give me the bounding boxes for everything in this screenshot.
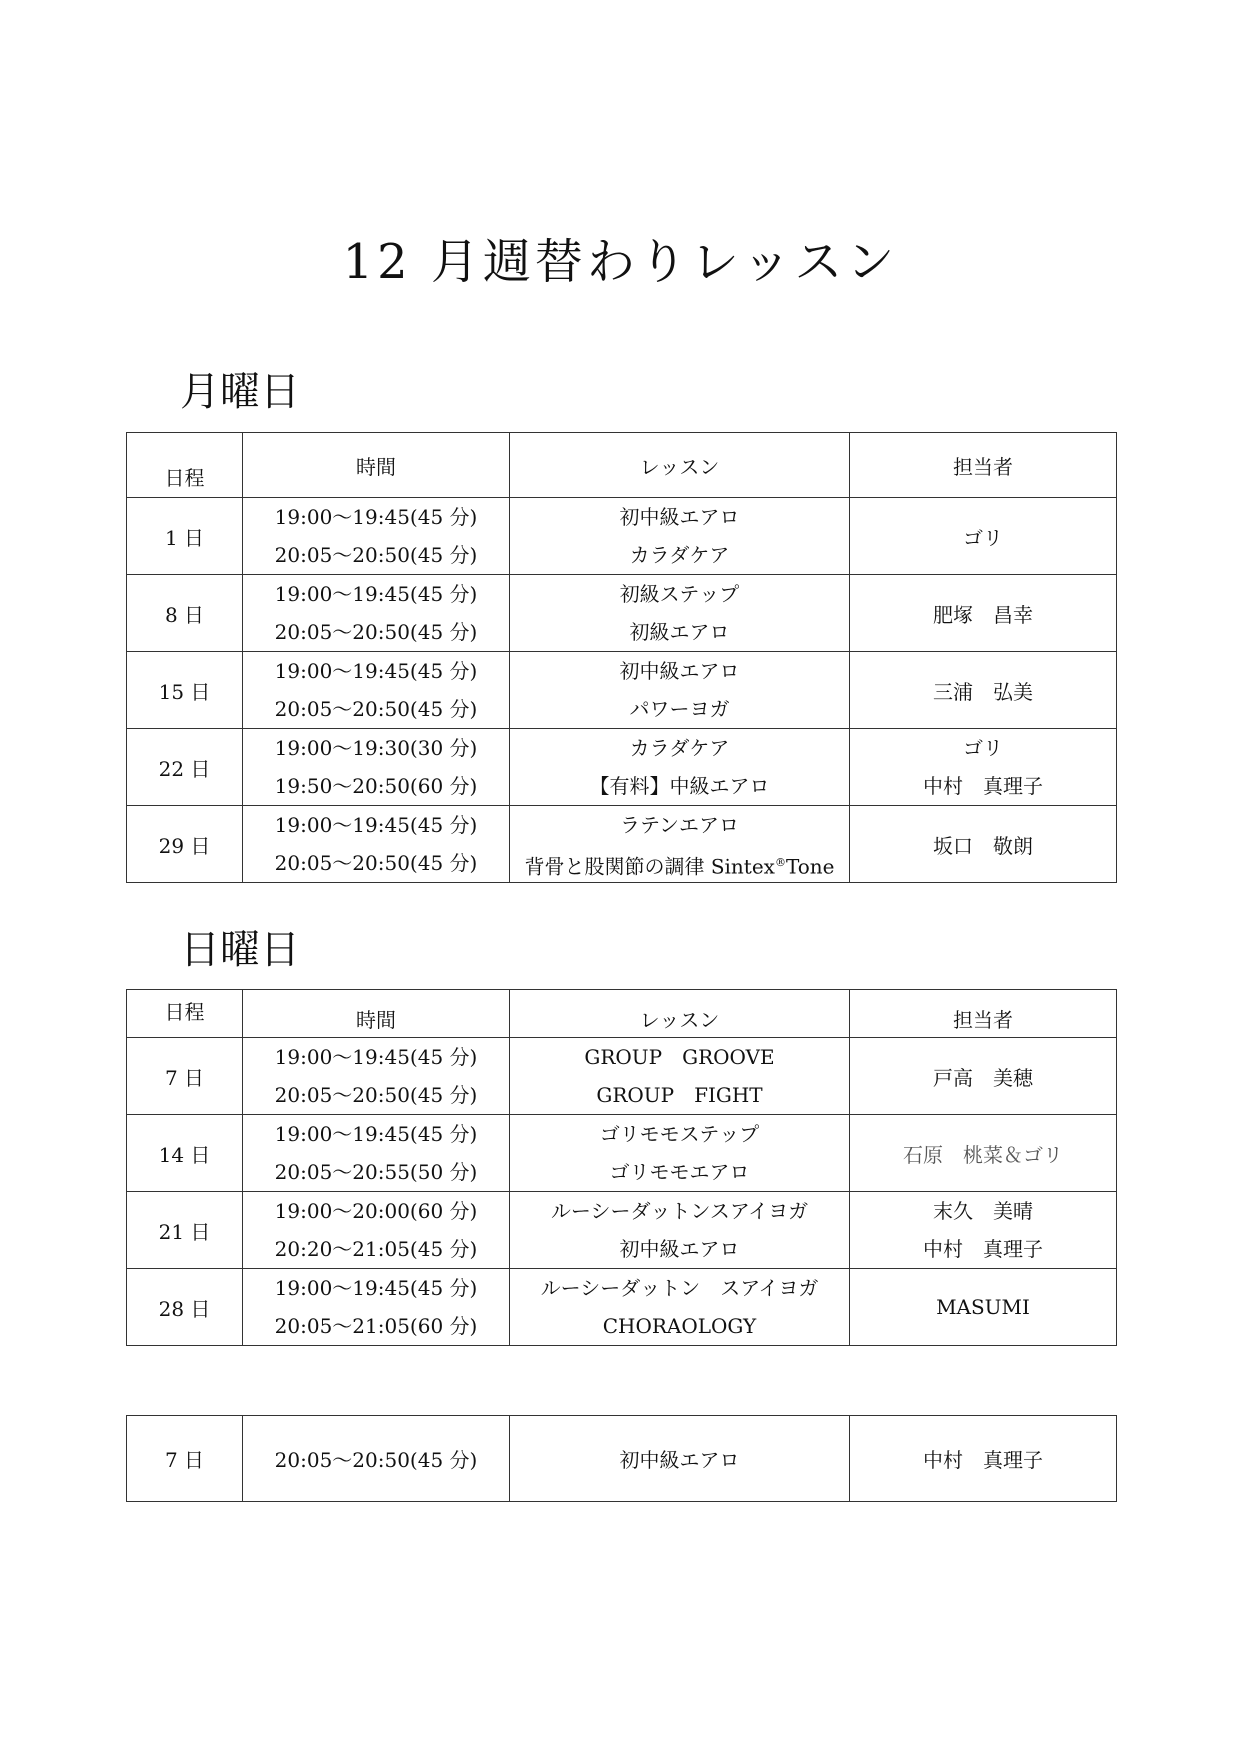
staff-name: 中村 真理子 xyxy=(923,774,1043,798)
table-row xyxy=(127,806,1117,883)
row-times xyxy=(243,1115,510,1192)
header-time: 時間 xyxy=(243,990,510,1038)
table-header-row xyxy=(127,433,1117,498)
row-times xyxy=(243,729,510,806)
section-title-sunday: 日曜日 xyxy=(180,927,300,973)
time-slot: 19:00～19:45(45 分) xyxy=(274,1122,478,1146)
row-date: 7 日 xyxy=(127,1416,243,1502)
time-slot: 19:50～20:50(60 分) xyxy=(274,774,478,798)
table-header-row xyxy=(127,990,1117,1038)
row-lessons xyxy=(510,498,850,575)
sunday-schedule-table xyxy=(126,989,1117,1346)
time-slot: 20:05～20:50(45 分) xyxy=(274,697,478,721)
header-staff: 担当者 xyxy=(850,990,1117,1038)
row-lessons xyxy=(510,806,850,883)
row-staff: 三浦 弘美 xyxy=(850,652,1117,729)
row-times xyxy=(243,652,510,729)
row-lessons xyxy=(510,729,850,806)
row-date: 8 日 xyxy=(127,575,243,652)
table-row xyxy=(127,1115,1117,1192)
row-date: 21 日 xyxy=(127,1192,243,1269)
row-staff: 戸高 美穂 xyxy=(850,1038,1117,1115)
lesson-name: 【有料】中級エアロ xyxy=(589,774,770,798)
row-date: 22 日 xyxy=(127,729,243,806)
row-times xyxy=(243,498,510,575)
staff-name: 中村 真理子 xyxy=(923,1237,1043,1261)
lesson-name: 初中級エアロ xyxy=(619,1237,740,1261)
monday-schedule-table xyxy=(126,432,1117,883)
time-slot: 20:20～21:05(45 分) xyxy=(274,1237,478,1261)
time-slot: 19:00～19:45(45 分) xyxy=(274,1045,478,1069)
header-staff: 担当者 xyxy=(850,433,1117,498)
row-lessons xyxy=(510,1269,850,1346)
row-staff: 石原 桃菜＆ゴリ xyxy=(850,1115,1117,1192)
lesson-name: CHORAOLOGY xyxy=(602,1314,757,1338)
section-title-monday: 月曜日 xyxy=(180,369,300,415)
lesson-name: GROUP GROOVE xyxy=(584,1045,775,1069)
registered-mark: ® xyxy=(774,856,786,869)
header-date: 日程 xyxy=(127,990,243,1038)
row-times xyxy=(243,575,510,652)
time-slot: 20:05～21:05(60 分) xyxy=(274,1314,478,1338)
row-date: 15 日 xyxy=(127,652,243,729)
lesson-name: ルーシーダットン スアイヨガ xyxy=(540,1276,819,1300)
time-slot: 20:05～20:55(50 分) xyxy=(274,1160,478,1184)
row-lessons xyxy=(510,652,850,729)
time-slot: 19:00～20:00(60 分) xyxy=(274,1199,478,1223)
time-slot: 19:00～19:45(45 分) xyxy=(274,813,478,837)
row-date: 14 日 xyxy=(127,1115,243,1192)
time-slot: 20:05～20:50(45 分) xyxy=(274,620,478,644)
lesson-name: ゴリモモステップ xyxy=(599,1122,760,1146)
time-slot: 19:00～19:45(45 分) xyxy=(274,582,478,606)
lesson-name: ゴリモモエアロ xyxy=(609,1160,750,1184)
lesson-name-suffix: Tone xyxy=(785,854,835,879)
staff-name: ゴリ xyxy=(963,736,1003,760)
lesson-name: ルーシーダットンスアイヨガ xyxy=(550,1199,809,1223)
row-times xyxy=(243,1038,510,1115)
time-slot: 19:00～19:45(45 分) xyxy=(274,659,478,683)
lesson-name: 初級エアロ xyxy=(629,620,730,644)
row-staff: 中村 真理子 xyxy=(850,1416,1117,1502)
row-staff xyxy=(850,1192,1117,1269)
lesson-name-with-mark xyxy=(510,844,849,882)
table-row xyxy=(127,729,1117,806)
table-row xyxy=(127,1269,1117,1346)
lesson-name: カラダケア xyxy=(629,543,730,567)
extra-schedule-table xyxy=(126,1415,1117,1502)
row-times xyxy=(243,1269,510,1346)
row-staff: 坂口 敬朗 xyxy=(850,806,1117,883)
header-lesson: レッスン xyxy=(510,990,850,1038)
staff-name: 末久 美晴 xyxy=(933,1199,1033,1223)
lesson-name: 背骨と股関節の調律 Sintex xyxy=(524,854,775,879)
row-lessons xyxy=(510,1038,850,1115)
header-date: 日程 xyxy=(127,433,243,498)
time-slot: 19:00～19:45(45 分) xyxy=(274,505,478,529)
lesson-name: 初中級エアロ xyxy=(619,505,740,529)
row-lessons xyxy=(510,1192,850,1269)
row-staff xyxy=(850,729,1117,806)
lesson-name: GROUP FIGHT xyxy=(596,1083,763,1107)
row-times xyxy=(243,1192,510,1269)
page-title: 12 月週替わりレッスン xyxy=(342,234,899,290)
row-date: 1 日 xyxy=(127,498,243,575)
header-lesson: レッスン xyxy=(510,433,850,498)
time-slot: 20:05～20:50(45 分) xyxy=(274,1083,478,1107)
table-row xyxy=(127,1192,1117,1269)
row-staff: ゴリ xyxy=(850,498,1117,575)
row-date: 7 日 xyxy=(127,1038,243,1115)
row-date: 28 日 xyxy=(127,1269,243,1346)
table-row xyxy=(127,575,1117,652)
time-slot: 20:05～20:50(45 分) xyxy=(274,543,478,567)
lesson-name: カラダケア xyxy=(629,736,730,760)
table-row xyxy=(127,1416,1117,1502)
row-staff: 肥塚 昌幸 xyxy=(850,575,1117,652)
row-lessons xyxy=(510,1115,850,1192)
row-time: 20:05～20:50(45 分) xyxy=(243,1416,510,1502)
table-row xyxy=(127,1038,1117,1115)
time-slot: 19:00～19:30(30 分) xyxy=(274,736,478,760)
row-lesson: 初中級エアロ xyxy=(510,1416,850,1502)
header-time: 時間 xyxy=(243,433,510,498)
table-row xyxy=(127,652,1117,729)
time-slot: 20:05～20:50(45 分) xyxy=(274,851,478,875)
lesson-name: ラテンエアロ xyxy=(620,813,739,837)
lesson-name: 初級ステップ xyxy=(619,582,740,606)
time-slot: 19:00～19:45(45 分) xyxy=(274,1276,478,1300)
table-row xyxy=(127,498,1117,575)
row-times xyxy=(243,806,510,883)
row-staff: MASUMI xyxy=(850,1269,1117,1346)
lesson-name: パワーヨガ xyxy=(629,697,730,721)
row-date: 29 日 xyxy=(127,806,243,883)
row-lessons xyxy=(510,575,850,652)
lesson-name: 初中級エアロ xyxy=(619,659,740,683)
